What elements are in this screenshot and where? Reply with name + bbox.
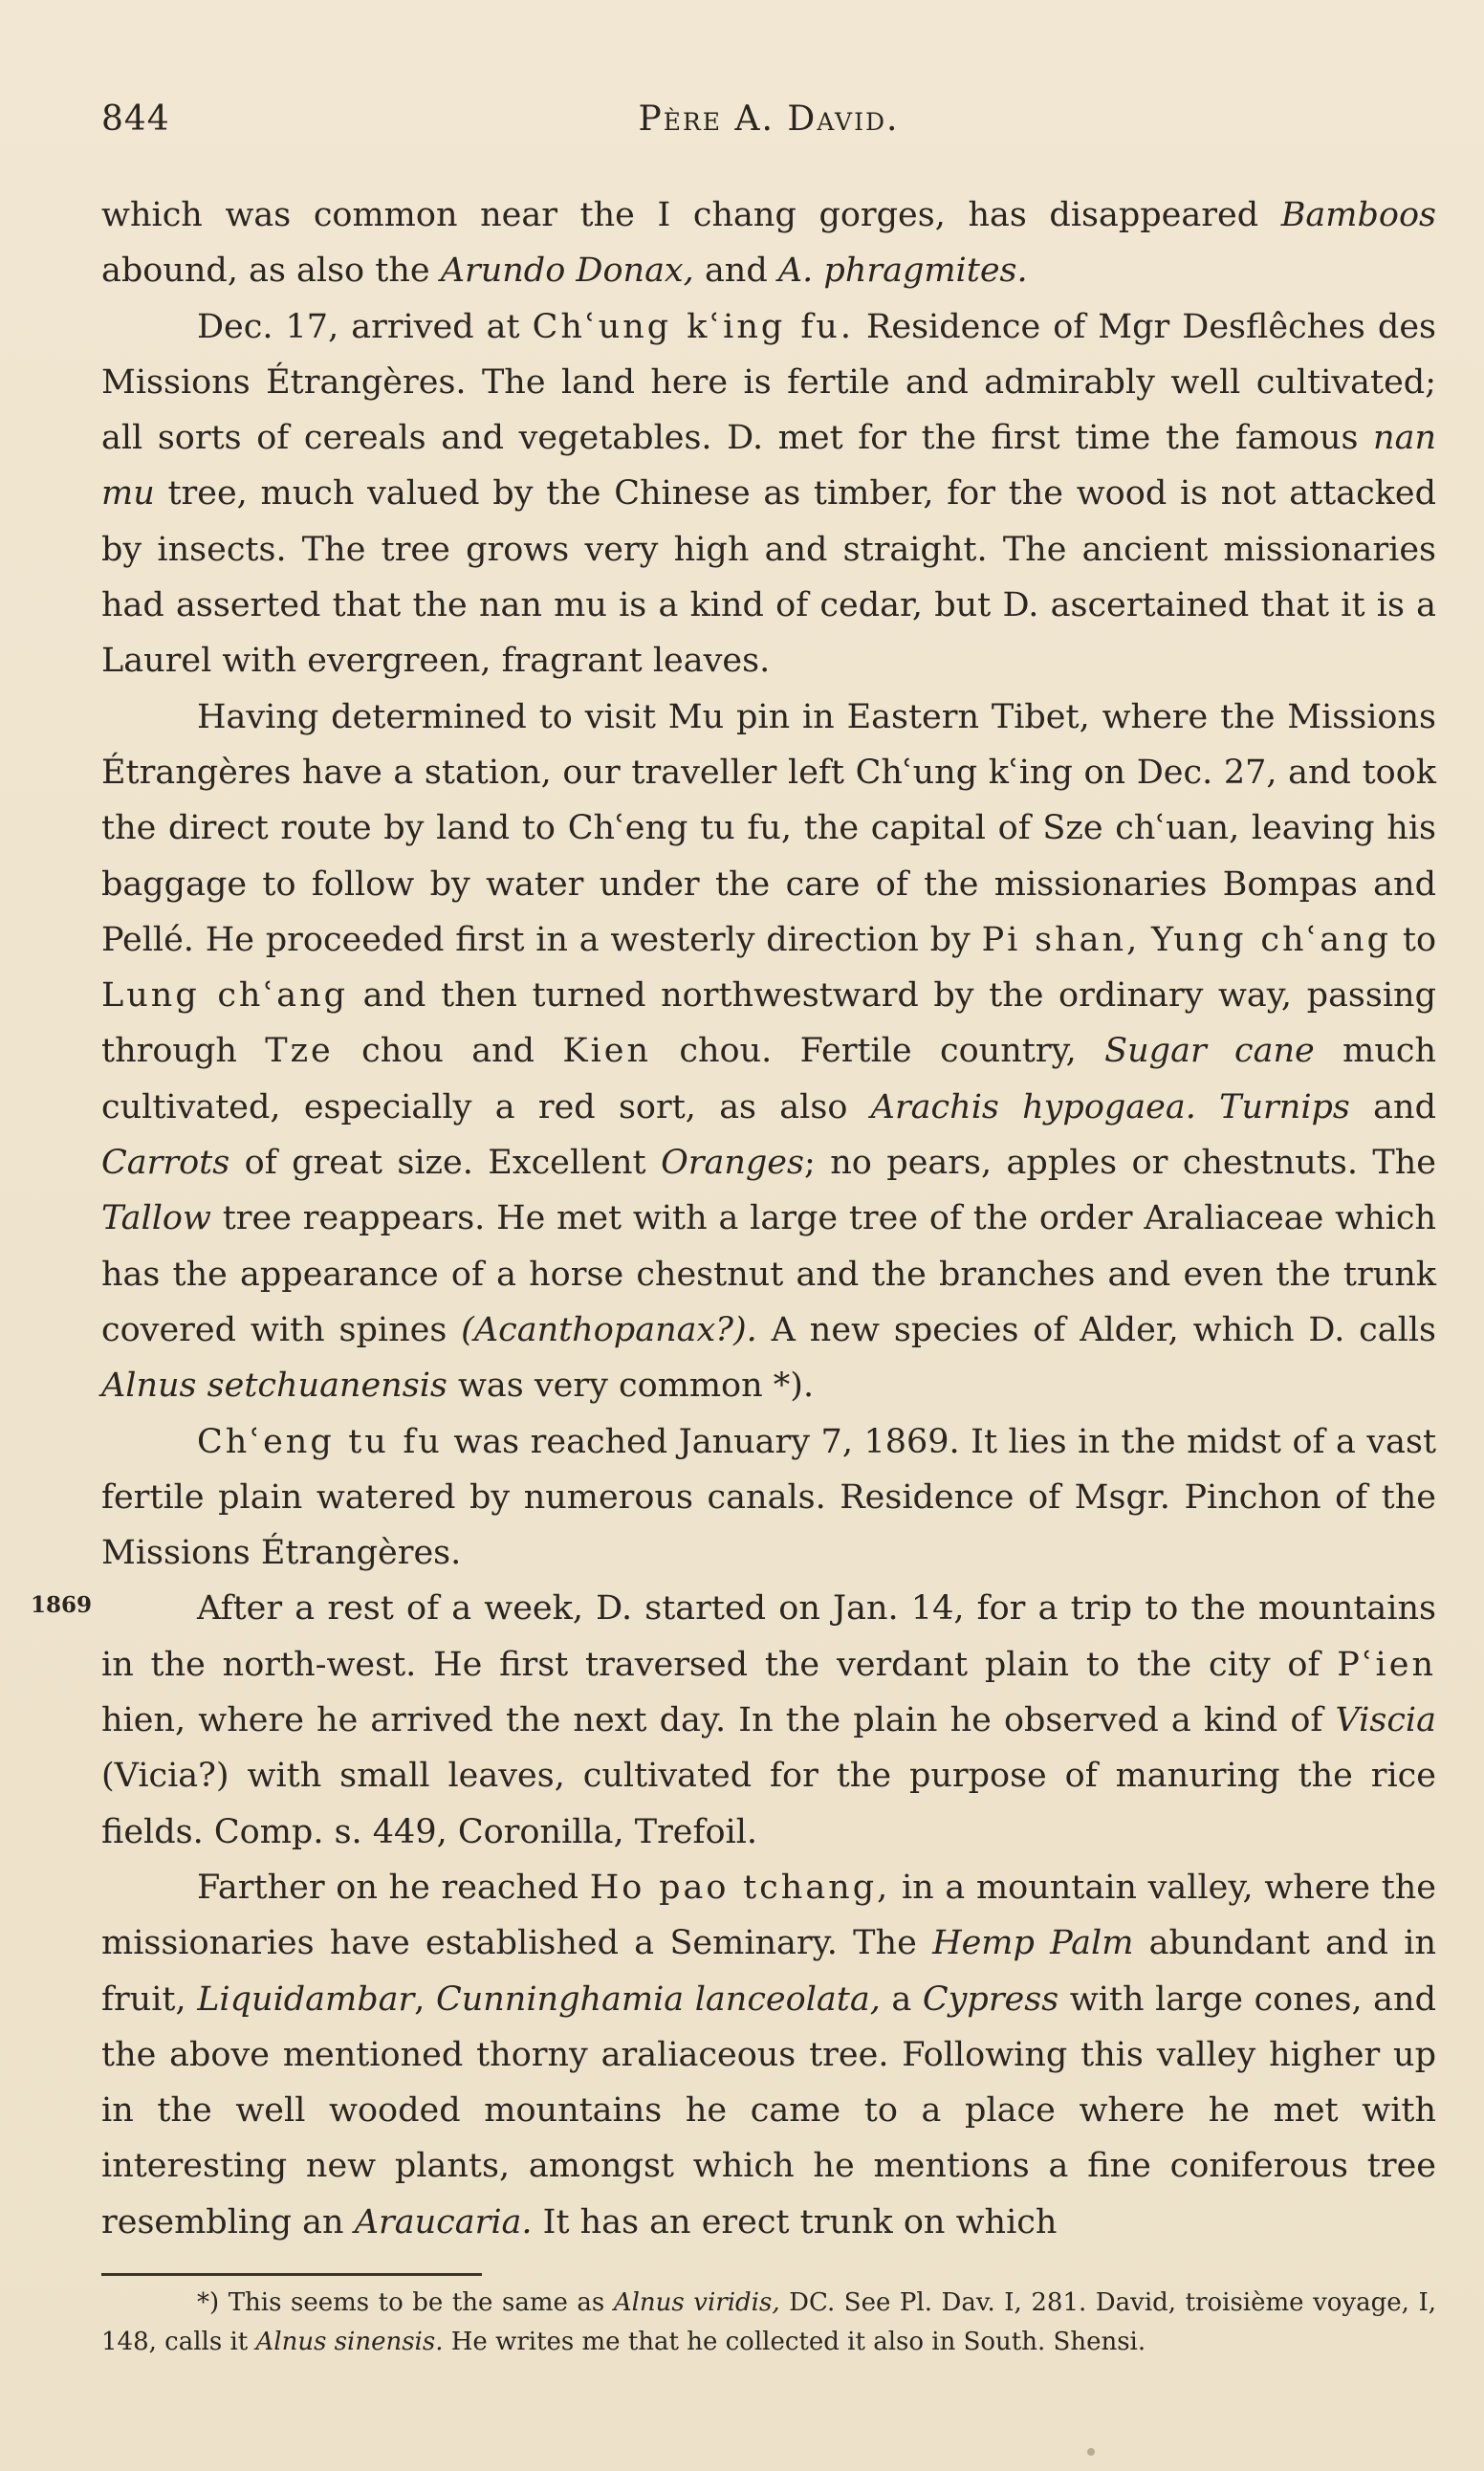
paragraph-5: After a rest of a week, D. started on Jan. 14, for a trip to the mountains in the north-west. He first traversed the verdant plain to the city of Pʿien hien, where he arrived the next day. In the plain he observed a kind of Viscia (Vicia?) with small leaves, cultivated for the purpose of manuring the rice fields. Comp. s. 449, Coronilla, Trefoil. [101, 1589, 1436, 1851]
footnote: *) This seems to be the same as Alnus viridis, DC. See Pl. Dav. I, 281. David, troisième voyage, I, 148, calls it Alnus sinensis. He writes me that he collected it also in South. Shensi. [101, 2288, 1436, 2356]
paragraph-1: which was common near the I chang gorges, has disappeared Bamboos abound, as also the Arundo Donax, and A. phragmites. [101, 196, 1436, 291]
body-text [101, 187, 1436, 2250]
paper-speck [1087, 2448, 1095, 2456]
footnote-rule [101, 2273, 482, 2276]
paragraph-2: Dec. 17, arrived at Chʿung kʿing fu. Residence of Mgr Desflêches des Missions Étrangères. The land here is fertile and admirably well cultivated; all sorts of cereals and vegetables. D. met for the first time the famous nan mu tree, much valued by the Chinese as timber, for the wood is not attacked by insects. The tree grows very high and straight. The ancient missionaries had asserted that the nan mu is a kind of cedar, but D. ascertained that it is a Laurel with evergreen, fragrant leaves. [101, 307, 1436, 681]
page-number: 844 [101, 99, 170, 139]
paragraph-6: Farther on he reached Ho pao tchang, in a mountain valley, where the missionaries have established a Seminary. The Hemp Palm abundant and in fruit, Liquidambar, Cunninghamia lanceolata, a Cypress with large cones, and the above mentioned thorny araliaceous tree. Following this valley higher up in the well wooded mountains he came to a place where he met with interesting new plants, amongst which he mentions a fine coniferous tree resembling an Araucaria. It has an erect trunk on which [101, 1868, 1437, 2241]
paragraph-3: Having determined to visit Mu pin in Eastern Tibet, where the Missions Étrangères have a station, our traveller left Chʿung kʿing on Dec. 27, and took the direct route by land to Chʿeng tu fu, the capital of Sze chʿuan, leaving his baggage to follow by water under the care of the missionaries Bompas and Pellé. He proceeded first in a westerly direction by Pi shan, Yung chʿang to Lung chʿang and then turned northwestward by the ordinary way, passing through Tze chou and Kien chou. Fertile country, Sugar cane much cultivated, especially a red sort, as also Arachis hypogaea. Turnips and Carrots of great size. Excellent Oranges; no pears, apples or chestnuts. The Tallow tree reappears. He met with a large tree of the order Araliaceae which has the appearance of a horse chestnut and the branches and even the trunk covered with spines (Acanthopanax?). A new species of Alder, which D. calls Alnus setchuanensis was very common *). [101, 697, 1437, 1406]
running-head: Père A. David. [638, 99, 900, 139]
paragraph-4: Chʿeng tu fu was reached January 7, 1869. It lies in the midst of a vast fertile plain watered by numerous canals. Residence of Msgr. Pinchon of the Missions Étrangères. [101, 1422, 1437, 1573]
page-header [101, 99, 1436, 149]
margin-year-note: 1869 [31, 1592, 93, 1618]
